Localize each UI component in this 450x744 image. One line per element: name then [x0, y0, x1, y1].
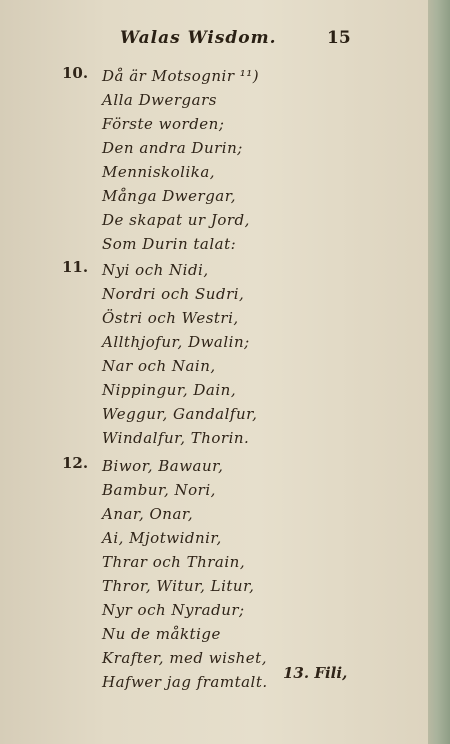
stanza-lines: [102, 258, 257, 450]
verse-line: Förste worden;: [102, 115, 225, 133]
verse-line: Biwor, Bawaur,: [102, 457, 224, 475]
verse-line: Som Durin talat:: [102, 235, 237, 253]
stanza-number: 11.: [62, 258, 89, 276]
verse-line: Bambur, Nori,: [102, 481, 216, 499]
verse-line: Weggur, Gandalfur,: [102, 405, 258, 423]
verse-line: Nordri och Sudri,: [102, 285, 245, 303]
verse-line: Då är Motsognir ¹¹): [102, 67, 260, 85]
verse-line: Thrar och Thrain,: [102, 553, 246, 571]
page-edge: [428, 0, 450, 744]
verse-line: Menniskolika,: [102, 163, 216, 181]
verse-line: Nyi och Nidi,: [102, 261, 209, 279]
verse-line: Anar, Onar,: [102, 505, 194, 523]
verse-line: Många Dwergar,: [102, 187, 237, 205]
verse-line: Hafwer jag framtalt.: [102, 673, 268, 691]
stanza-lines: [102, 64, 259, 256]
verse-line: Ai, Mjotwidnir,: [102, 529, 222, 547]
verse-line: Den andra Durin;: [102, 139, 243, 157]
verse-line: Windalfur, Thorin.: [102, 429, 250, 447]
verse-line: Krafter, med wishet,: [102, 649, 267, 667]
verse-line: Nar och Nain,: [102, 357, 216, 375]
page-number: 15: [327, 28, 351, 48]
verse-line: Nyr och Nyradur;: [102, 601, 245, 619]
running-title: Walas Wisdom.: [120, 28, 277, 48]
verse-line: Östri och Westri,: [102, 309, 239, 327]
stanza-number: 12.: [62, 454, 89, 472]
verse-line: Alla Dwergars: [102, 91, 217, 109]
verse-line: Nippingur, Dain,: [102, 381, 237, 399]
page-header: [0, 28, 428, 52]
stanza-lines: [102, 454, 268, 694]
verse-line: Nu de måktige: [102, 625, 221, 643]
verse-line: Allthjofur, Dwalin;: [102, 333, 250, 351]
verse-line: De skapat ur Jord,: [102, 211, 250, 229]
stanza-number: 10.: [62, 64, 89, 82]
catchword: 13. Fili,: [283, 664, 348, 682]
verse-line: Thror, Witur, Litur,: [102, 577, 255, 595]
